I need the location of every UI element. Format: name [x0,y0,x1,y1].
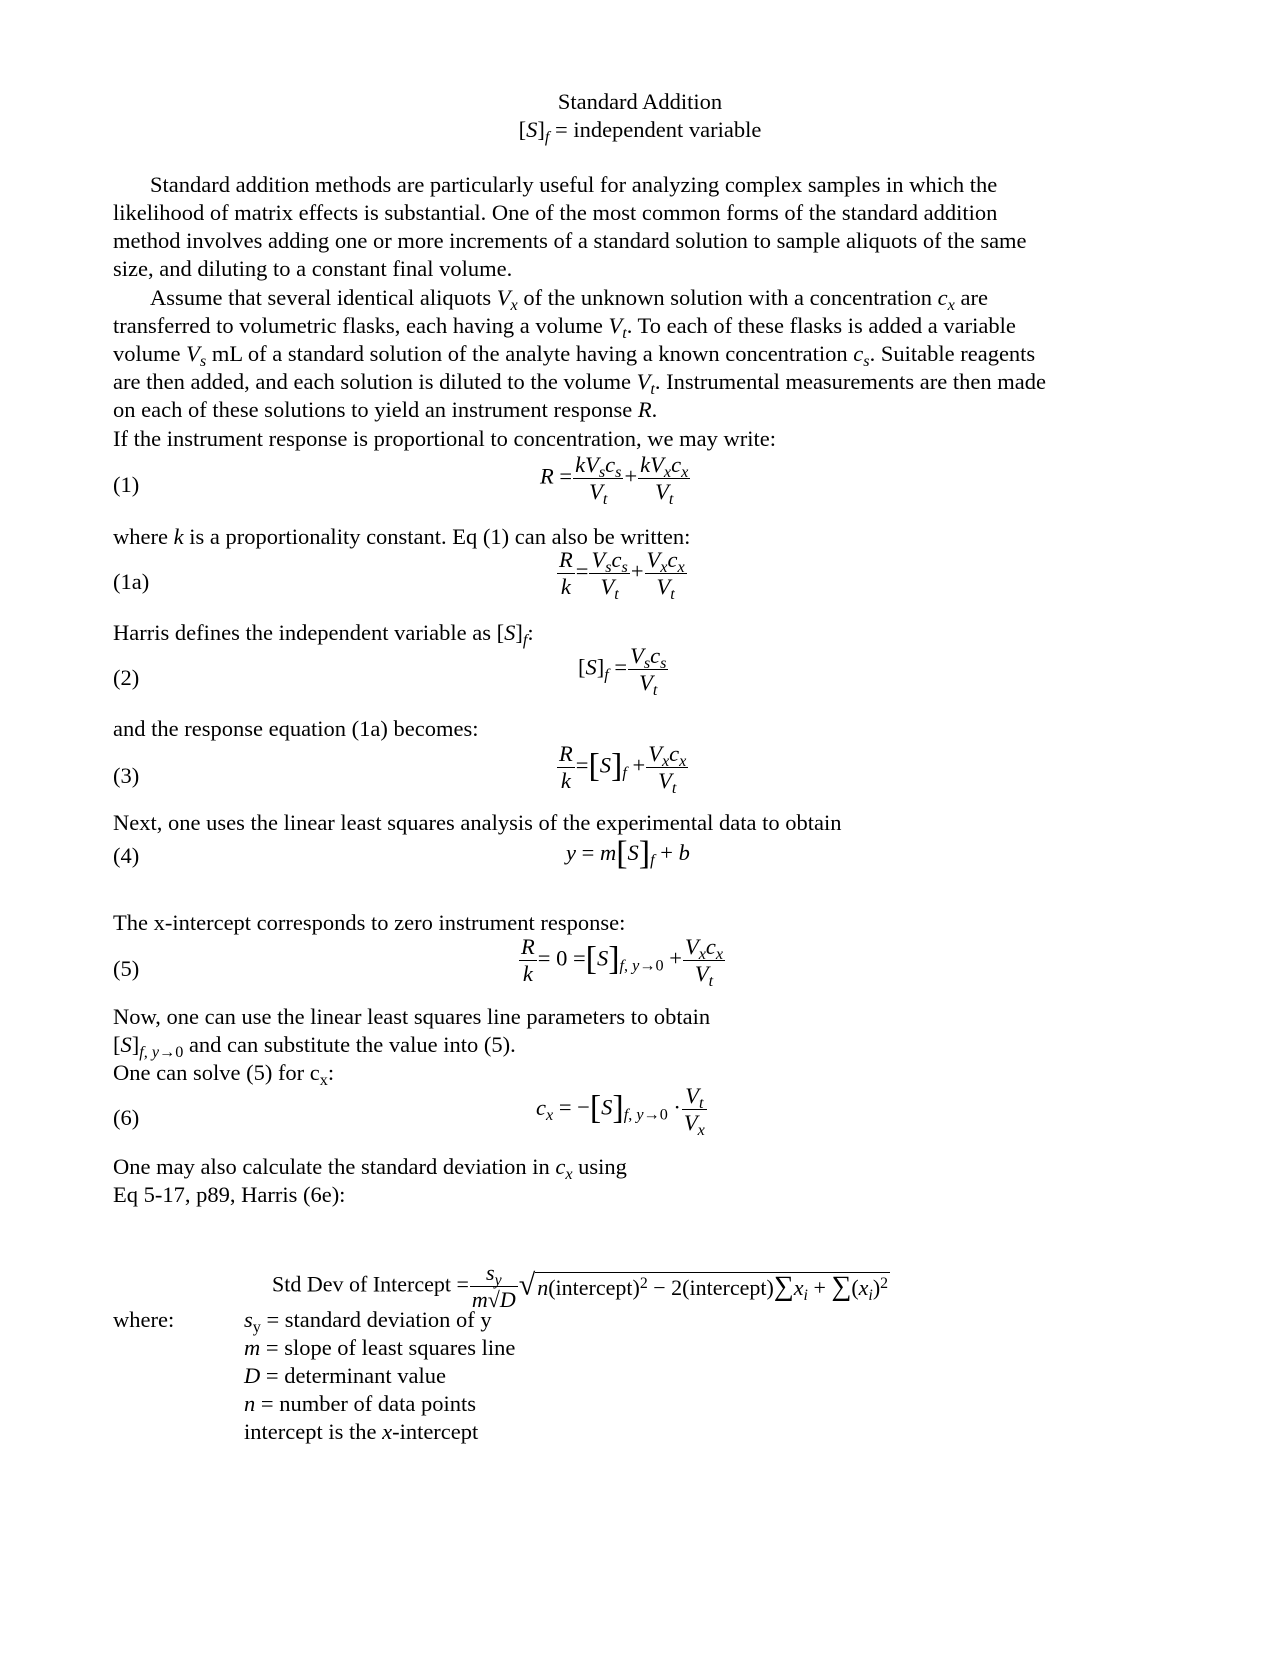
text-span: Harris defines the independent variable as [113,620,497,645]
harris-definition: Harris defines the independent variable as $[S]_f$: [113,620,534,649]
equation-2-label: (2) [113,665,140,690]
text-after-eq1: where k is a proportionality constant. Eq (1) can also be written: [113,524,691,549]
text-span: = determinant value [260,1363,446,1388]
text-solve: One can solve (5) for $c_x$: [113,1060,335,1089]
symbol: s [244,1307,253,1332]
where-label: where: [113,1307,175,1332]
text-span: . To each of these flasks is added a variable [626,313,1016,338]
equation-1: R = $\frac{kV_sc_s}{V_t}$ + $\frac{kV_xc_x}{V_t}$ [540,452,689,508]
std-dev-equation: Std Dev of Intercept = $\frac{s_y}{m√D}$ √n(intercept)$^2$ − $2(intercept)\sum x_i + \sum(x_i)^2$ [272,1260,889,1312]
equation-1a: $\frac{R}{k}$ = $\frac{V_sc_s}{V_t}$ + $\frac{V_xc_x}{V_t}$ [559,547,685,603]
equation-3: $\frac{R}{k}$ $=[S]_f$ + $\frac{V_xc_x}{V_t}$ [559,741,687,797]
paragraph-1-line-1: Standard addition methods are particularly useful for analyzing complex samples in which the [150,172,998,197]
text-std-dev-line-2: Eq 5-17, p89, Harris (6e): [113,1182,346,1207]
text-span: = standard deviation of y [260,1307,492,1332]
paragraph-3: If the instrument response is proportional to concentration, we may write: [113,426,776,451]
text-span: = slope of least squares line [260,1335,516,1360]
text-span: intercept is the [244,1419,383,1444]
text-span: One can solve (5) for c [113,1060,320,1085]
symbol: D [244,1363,261,1388]
paragraph-2-line-2: transferred to volumetric flasks, each having a volume $V_t$. To each of these flasks is added a variable [113,313,1016,342]
equation-1-label: (1) [113,472,140,497]
subtitle-text: = independent variable [555,117,762,142]
symbol: m [244,1335,261,1360]
paragraph-1-line-2: likelihood of matrix effects is substantial. One of the most common forms of the standard addition [113,200,998,225]
page-subtitle: $[S]_f$ = independent variable [518,117,762,146]
text-span: mL of a standard solution of the analyte having a known concentration [206,341,854,366]
text-span: transferred to volumetric flasks, each having a volume [113,313,609,338]
page-title: Standard Addition [557,89,723,114]
definition-intercept [244,1417,478,1446]
text-span: where [113,524,174,549]
definition-d [244,1361,446,1390]
text-span: and can substitute the value into (5). [183,1032,516,1057]
text-x-intercept: The x-intercept corresponds to zero instrument response: [113,910,626,935]
text-span: using [572,1154,627,1179]
equation-4-label: (4) [113,843,140,868]
equation-4: $y = m[S]_f + b$ [566,835,690,872]
paragraph-1-line-3: method involves adding one or more increments of a standard solution to sample aliquots of the same [113,228,1027,253]
equation-2: $[S]_f$ = $\frac{V_sc_s}{V_t}$ [578,643,667,699]
paragraph-2-line-5: on each of these solutions to yield an instrument response R. [113,397,658,422]
text-span: . Suitable reagents [869,341,1036,366]
text-span: volume [113,341,187,366]
text-span: . [651,397,658,422]
definition-sy [244,1305,492,1334]
text-now-line-2: $[S]_{f, y\to 0}$ and can substitute the value into (5). [113,1032,516,1061]
text-span: Assume that several identical aliquots [150,285,497,310]
text-now-line-1: Now, one can use the linear least squares line parameters to obtain [113,1004,711,1029]
symbol: n [244,1391,256,1416]
equation-6: $c_x = -[S]_{f, y\to 0}$ · $\frac{V_t}{V_x}$ [536,1083,705,1139]
equation-3-label: (3) [113,763,140,788]
symbol-sub: y [252,1317,261,1336]
text-span: are [954,285,988,310]
text-span: One may also calculate the standard deviation in [113,1154,556,1179]
definition-m [244,1333,515,1362]
paragraph-2-line-3: volume $V_s$ mL of a standard solution of the analyte having a known concentration $c_s$. Suitable reagents [113,341,1036,370]
text-std-dev-line-1: One may also calculate the standard deviation in $c_x$ using [113,1154,627,1183]
equation-6-label: (6) [113,1105,140,1130]
equation-5-label: (5) [113,956,140,981]
text-span: is a proportionality constant. Eq (1) can also be written: [183,524,691,549]
text-after-eq2: and the response equation (1a) becomes: [113,716,479,741]
text-span: = number of data points [255,1391,477,1416]
text-span: of the unknown solution with a concentration [517,285,938,310]
paragraph-1-line-4: size, and diluting to a constant final volume. [113,256,513,281]
text-span: x [382,1419,393,1444]
text-span: are then added, and each solution is diluted to the volume [113,369,637,394]
std-dev-label: Std Dev of Intercept = [272,1271,469,1297]
text-span: -intercept [392,1419,479,1444]
paragraph-2-line-1: Assume that several identical aliquots $V_x$ of the unknown solution with a concentration $c_x$ are [150,285,988,314]
paragraph-2-line-4: are then added, and each solution is diluted to the volume $V_t$. Instrumental measurements are then made [113,369,1046,398]
text-next: Next, one uses the linear least squares analysis of the experimental data to obtain [113,810,842,835]
definition-n [244,1389,476,1418]
equation-1a-label: (1a) [113,569,150,594]
equation-5: $\frac{R}{k}$ = $0 =[S]_{f, y\to 0}$ + $\frac{V_xc_x}{V_t}$ [521,934,724,990]
text-span: on each of these solutions to yield an instrument response [113,397,638,422]
text-span: . Instrumental measurements are then made [654,369,1046,394]
